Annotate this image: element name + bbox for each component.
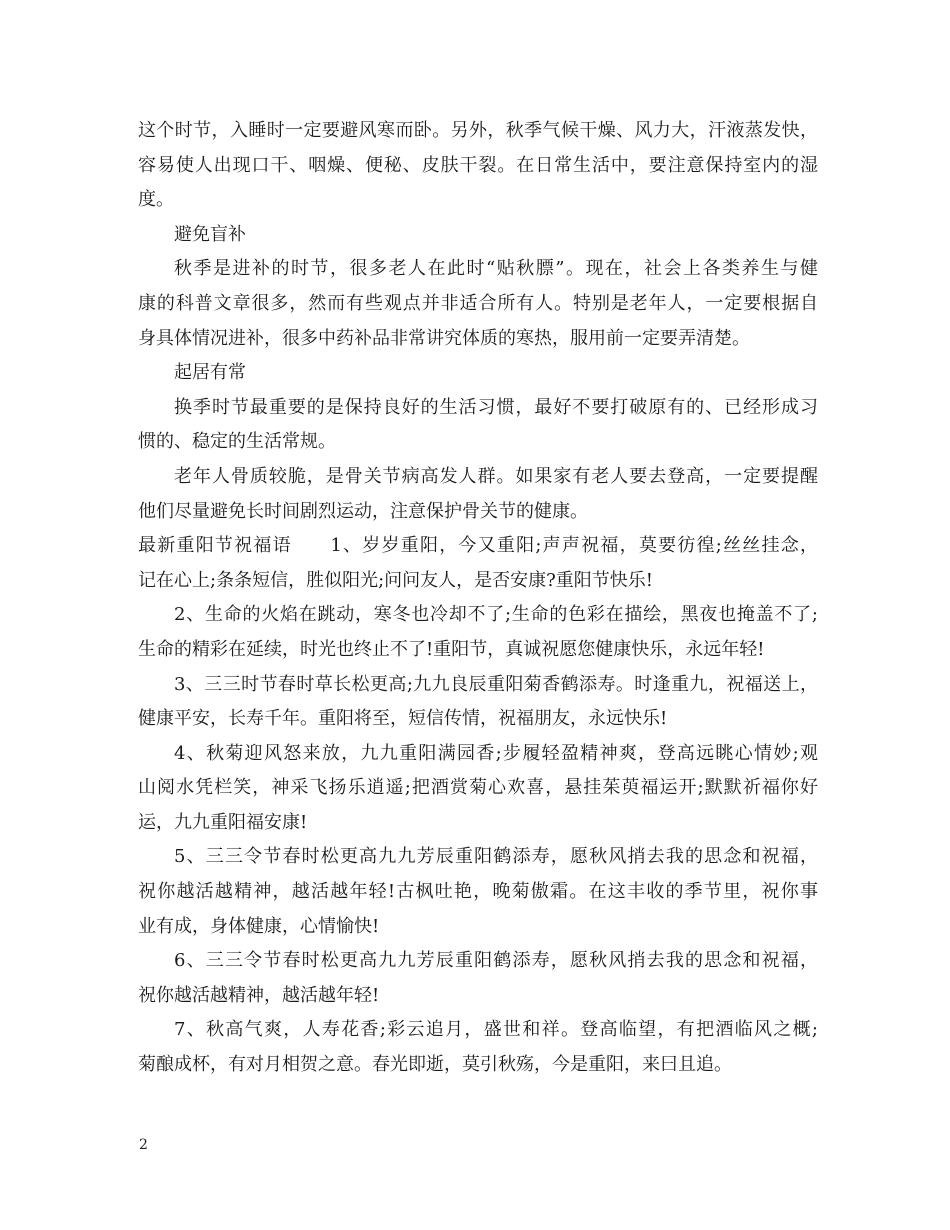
- text-line: 祝你越活越精神，越活越年轻!: [138, 984, 380, 1006]
- text-line: 业有成，身体健康，心情愉快!: [138, 915, 380, 937]
- text-line: 记在心上;条条短信，胜似阳光;问问友人，是否安康?重阳节快乐!: [138, 569, 654, 591]
- text-line: 3、三三时节春时草长松更高;九九良辰重阳菊香鹤添寿。时逢重九，祝福送上，: [174, 673, 818, 695]
- text-line: 康的科普文章很多，然而有些观点并非适合所有人。特别是老年人，一定要根据自: [138, 292, 818, 314]
- text-line: 这个时节，入睡时一定要避风寒而卧。另外，秋季气候干燥、风力大，汗液蒸发快，: [138, 120, 818, 141]
- text-line: 容易使人出现口干、咽燥、便秘、皮肤干裂。在日常生活中，要注意保持室内的湿: [138, 154, 818, 176]
- text-line: 4、秋菊迎风怒来放，九九重阳满园香;步履轻盈精神爽，登高远眺心情妙;观: [174, 742, 818, 764]
- text-line: 山阅水凭栏笑，神采飞扬乐逍遥;把酒赏菊心欢喜，悬挂茱萸福运开;默默祈福你好: [138, 777, 818, 799]
- text-line: 运，九九重阳福安康!: [138, 811, 308, 833]
- text-line: 健康平安，长寿千年。重阳将至，短信传情，祝福朋友，永远快乐!: [138, 708, 668, 730]
- text-line: 7、秋高气爽，人寿花香;彩云追月，盛世和祥。登高临望，有把酒临风之概;: [174, 1019, 818, 1041]
- section-heading: 起居有常: [174, 362, 246, 384]
- text-line: 换季时节最重要的是保持良好的生活习惯，最好不要打破原有的、已经形成习: [174, 396, 818, 418]
- text-line: 6、三三令节春时松更高九九芳辰重阳鹤添寿，愿秋风捎去我的思念和祝福，: [174, 950, 818, 972]
- section-heading: 避免盲补: [174, 223, 246, 245]
- text-line: 他们尽量避免长时间剧烈运动，注意保护骨关节的健康。: [138, 500, 588, 522]
- text-line: 菊酿成杯，有对月相贺之意。春光即逝，莫引秋殇，今是重阳，来曰且追。: [138, 1054, 732, 1076]
- text-line: 身具体情况进补，很多中药补品非常讲究体质的寒热，服用前一定要弄清楚。: [138, 327, 750, 349]
- text-line: 2、生命的火焰在跳动，寒冬也冷却不了;生命的色彩在描绘，黑夜也掩盖不了;: [174, 604, 818, 626]
- text-line: 秋季是进补的时节，很多老人在此时“贴秋膘”。现在，社会上各类养生与健: [174, 258, 818, 280]
- text-line: 惯的、稳定的生活常规。: [138, 431, 336, 453]
- text-line: 最新重阳节祝福语 1、岁岁重阳，今又重阳;声声祝福，莫要彷徨;丝丝挂念，: [138, 535, 818, 557]
- text-line: 5、三三令节春时松更高九九芳辰重阳鹤添寿，愿秋风捎去我的思念和祝福，: [174, 846, 818, 868]
- text-line: 老年人骨质较脆，是骨关节病高发人群。如果家有老人要去登高，一定要提醒: [174, 465, 818, 487]
- text-line: 度。: [138, 189, 174, 211]
- document-body: [138, 114, 818, 1083]
- text-line: 祝你越活越精神，越活越年轻!古枫吐艳，晚菊傲霜。在这丰收的季节里，祝你事: [138, 881, 818, 903]
- page-number: 2: [139, 1137, 148, 1153]
- text-line: 生命的精彩在延续，时光也终止不了!重阳节，真诚祝愿您健康快乐，永远年轻!: [138, 638, 765, 660]
